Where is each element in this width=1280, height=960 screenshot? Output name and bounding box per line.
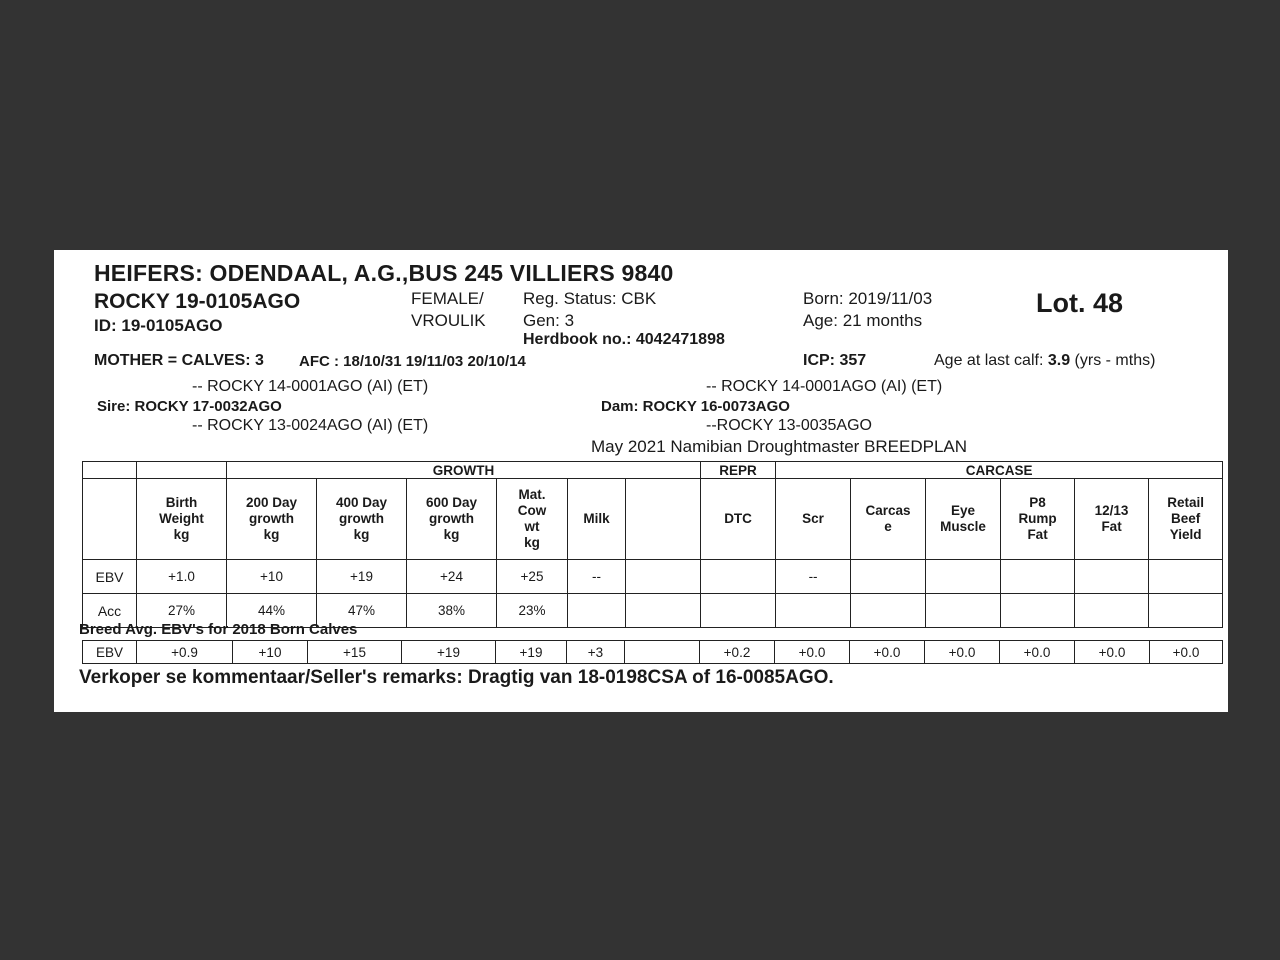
column-header-line: kg <box>353 527 370 542</box>
empty-cell <box>83 462 137 479</box>
empty-cell <box>626 479 701 560</box>
value-cell: -- <box>568 560 626 594</box>
value-cell <box>926 560 1001 594</box>
value-cell: +0.0 <box>850 641 925 664</box>
age-last-calf-value: 3.9 <box>1047 352 1071 369</box>
carcase-group-header: CARCASE <box>776 462 1223 479</box>
column-header-line: growth <box>339 511 384 526</box>
value-cell: +25 <box>497 560 568 594</box>
column-header-line: wt <box>524 519 540 534</box>
column-header-row <box>83 479 1223 560</box>
column-header-line: Retail <box>1167 495 1204 510</box>
value-cell: 44% <box>227 594 317 628</box>
row-label: Acc <box>83 594 137 628</box>
dam-sire: -- ROCKY 14-0001AGO (AI) (ET) <box>706 378 943 395</box>
column-header-line: 400 Day <box>335 495 388 510</box>
column-header-line: Muscle <box>940 519 986 534</box>
value-cell: -- <box>776 560 851 594</box>
column-header <box>776 479 851 560</box>
value-cell: +0.0 <box>775 641 850 664</box>
column-header-line: 12/13 <box>1094 503 1129 518</box>
column-header <box>1075 479 1149 560</box>
empty-cell <box>83 479 137 560</box>
birth-date: Born: 2019/11/03 <box>803 289 933 308</box>
value-cell <box>776 594 851 628</box>
value-cell <box>851 560 926 594</box>
repr-group-header: REPR <box>701 462 776 479</box>
value-cell <box>1001 594 1075 628</box>
breed-average-title: Breed Avg. EBV's for 2018 Born Calves <box>79 621 358 638</box>
value-cell: +0.9 <box>137 641 233 664</box>
sex-english: FEMALE/ <box>411 289 484 308</box>
column-header-line: kg <box>443 527 460 542</box>
value-cell: +0.0 <box>1075 641 1150 664</box>
column-header <box>497 479 568 560</box>
column-header-line: Mat. <box>518 487 546 502</box>
value-cell: +19 <box>402 641 496 664</box>
value-cell <box>1075 560 1149 594</box>
column-header-line: growth <box>249 511 294 526</box>
value-cell: +0.2 <box>700 641 775 664</box>
value-cell: +24 <box>407 560 497 594</box>
breed-average-table <box>82 640 1223 664</box>
column-header <box>1001 479 1075 560</box>
column-header-line: 600 Day <box>425 495 478 510</box>
column-header <box>227 479 317 560</box>
breed-average-row <box>83 641 1223 664</box>
breedplan-label: May 2021 Namibian Droughtmaster BREEDPLAN <box>591 437 968 456</box>
animal-id: ID: 19-0105AGO <box>94 316 223 335</box>
value-cell: 38% <box>407 594 497 628</box>
value-cell <box>1075 594 1149 628</box>
value-cell: +0.0 <box>1000 641 1075 664</box>
dam: Dam: ROCKY 16-0073AGO <box>601 398 790 415</box>
column-header <box>1149 479 1223 560</box>
growth-group-header: GROWTH <box>227 462 701 479</box>
value-cell: +0.0 <box>925 641 1000 664</box>
value-cell: +3 <box>567 641 625 664</box>
icp: ICP: 357 <box>803 352 867 369</box>
column-header-line: Weight <box>159 511 204 526</box>
row-label: EBV <box>83 641 137 664</box>
column-header-line: Cow <box>517 503 547 518</box>
value-cell <box>1001 560 1075 594</box>
empty-cell <box>626 594 701 628</box>
generation: Gen: 3 <box>523 311 575 330</box>
value-cell <box>625 641 700 664</box>
empty-cell <box>137 462 227 479</box>
column-header-line: Fat <box>1101 519 1122 534</box>
column-header-line: Fat <box>1027 527 1048 542</box>
mother-calves: MOTHER = CALVES: 3 <box>94 352 264 369</box>
value-cell <box>568 594 626 628</box>
column-header-line: e <box>884 519 892 534</box>
afc-dates: AFC : 18/10/31 19/11/03 20/10/14 <box>299 353 526 370</box>
empty-cell <box>626 560 701 594</box>
column-header-line: kg <box>524 535 540 550</box>
column-header-line: Milk <box>583 511 610 526</box>
age: Age: 21 months <box>803 311 923 330</box>
value-cell <box>1149 594 1223 628</box>
value-cell: +19 <box>317 560 407 594</box>
value-cell <box>701 560 776 594</box>
column-header-line: P8 <box>1029 495 1046 510</box>
sex-afrikaans: VROULIK <box>411 311 486 330</box>
lot-number: Lot. 48 <box>1036 288 1124 318</box>
animal-name: ROCKY 19-0105AGO <box>94 290 301 313</box>
dam-dam: --ROCKY 13-0035AGO <box>706 417 872 434</box>
sire-sire: -- ROCKY 14-0001AGO (AI) (ET) <box>192 378 429 395</box>
ebv-row <box>83 560 1223 594</box>
column-header-line: growth <box>429 511 474 526</box>
ebv-table <box>82 461 1223 628</box>
card-title: HEIFERS: ODENDAAL, A.G.,BUS 245 VILLIERS 9840 <box>94 260 674 286</box>
column-header <box>701 479 776 560</box>
column-header-line: DTC <box>724 511 752 526</box>
value-cell: +10 <box>233 641 308 664</box>
age-last-calf-label: Age at last calf: <box>934 352 1044 369</box>
column-header-line: Eye <box>951 503 976 518</box>
column-header <box>568 479 626 560</box>
column-header <box>137 479 227 560</box>
column-header-line: Carcas <box>865 503 911 518</box>
row-label: EBV <box>83 560 137 594</box>
column-header-line: kg <box>263 527 280 542</box>
herdbook-number: Herdbook no.: 4042471898 <box>523 331 725 348</box>
group-header-row <box>83 462 1223 479</box>
column-header-line: Birth <box>165 495 198 510</box>
column-header <box>317 479 407 560</box>
age-at-last-calf <box>934 352 1155 370</box>
value-cell: 47% <box>317 594 407 628</box>
reg-status: Reg. Status: CBK <box>523 289 657 308</box>
column-header-line: kg <box>173 527 190 542</box>
column-header <box>851 479 926 560</box>
column-header-line: Scr <box>802 511 824 526</box>
seller-remarks: Verkoper se kommentaar/Seller's remarks: Dragtig van 18-0198CSA of 16-0085AGO. <box>79 667 834 688</box>
column-header <box>926 479 1001 560</box>
value-cell: 23% <box>497 594 568 628</box>
column-header-line: Beef <box>1170 511 1201 526</box>
value-cell: +1.0 <box>137 560 227 594</box>
sire-dam: -- ROCKY 13-0024AGO (AI) (ET) <box>192 417 429 434</box>
sire: Sire: ROCKY 17-0032AGO <box>97 398 282 415</box>
column-header-line: Rump <box>1018 511 1057 526</box>
value-cell: 27% <box>137 594 227 628</box>
sale-catalogue-card <box>54 250 1228 712</box>
value-cell <box>701 594 776 628</box>
value-cell: +19 <box>496 641 567 664</box>
column-header-line: 200 Day <box>245 495 298 510</box>
value-cell: +0.0 <box>1150 641 1223 664</box>
value-cell <box>1149 560 1223 594</box>
value-cell <box>926 594 1001 628</box>
age-last-calf-unit: (yrs - mths) <box>1074 352 1156 369</box>
value-cell: +10 <box>227 560 317 594</box>
value-cell <box>851 594 926 628</box>
value-cell: +15 <box>308 641 402 664</box>
column-header <box>407 479 497 560</box>
column-header-line: Yield <box>1169 527 1202 542</box>
